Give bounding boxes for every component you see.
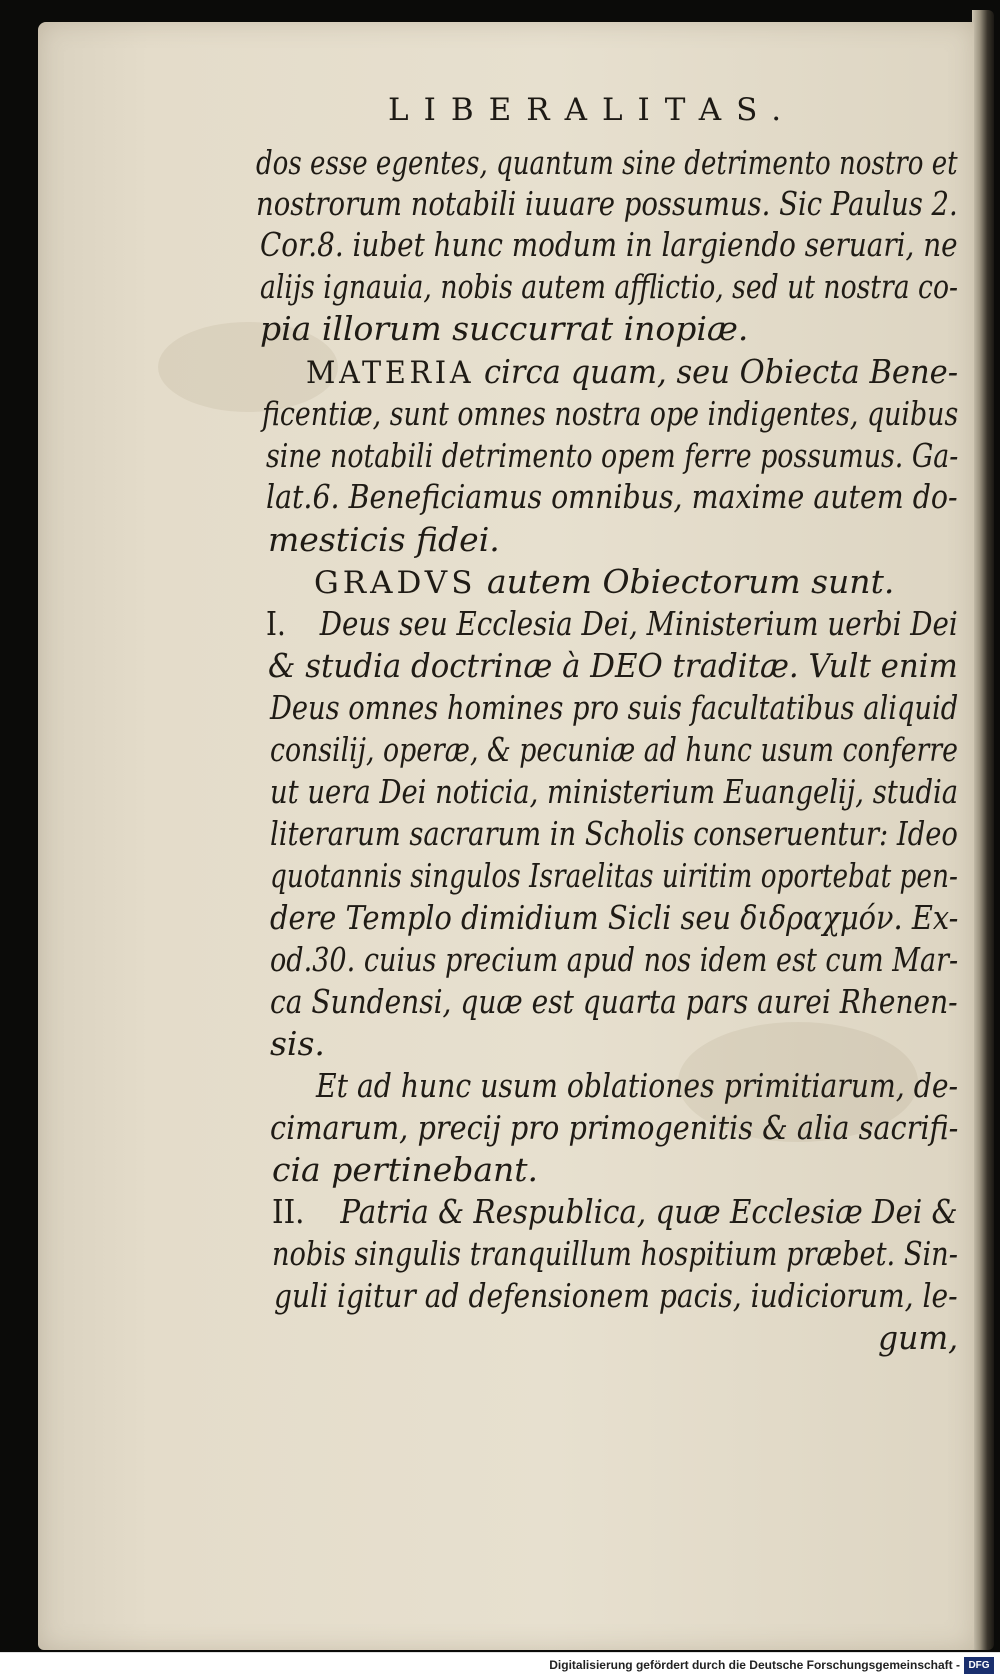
book-edge [972,10,994,1650]
text-line: quotannis singulos Israelitas uiritim oportebat pen- [270,856,958,895]
text-line-gradus [314,562,894,603]
text-line: lat.6. Beneficiamus omnibus, maxime autem do- [266,477,958,516]
text-line: dos esse egentes, quantum sine detrimento nostro et [256,143,958,182]
text-line: cimarum, precij pro primogenitis & alia sacrifi- [270,1108,959,1147]
text-line: sis. [270,1024,325,1063]
text-line: & studia doctrinæ à DEO traditæ. Vult enim [268,646,958,685]
text-line: sine notabili detrimento opem ferre possumus. Ga- [266,436,959,475]
text-line: Patria & Respublica, quæ Ecclesiæ Dei & [340,1192,958,1231]
text-line: Deus omnes homines pro suis facultatibus aliquid [270,688,959,727]
text-line: Cor.8. iubet hunc modum in largiendo seruari, ne [260,225,958,264]
text-line: mesticis fidei. [268,520,500,559]
text-line: guli igitur ad defensionem pacis, iudiciorum, le- [274,1276,958,1315]
digitization-footer [0,1652,1000,1679]
dfg-logo: DFG [964,1657,994,1674]
small-caps-word: MATERIA [306,355,475,391]
text-line: cia pertinebant. [272,1150,539,1189]
text-line: od.30. cuius precium apud nos idem est cum Mar- [270,940,959,979]
section-numeral: II. [272,1192,305,1231]
text-line: ficentiæ, sunt omnes nostra ope indigentes, quibus [262,394,959,433]
running-header: LIBERALITAS. [388,92,797,128]
text-line: nobis singulis tranquillum hospitium præbet. Sin- [272,1234,958,1273]
text-line: pia illorum succurrat inopiæ. [260,309,749,348]
text-line: ca Sundensi, quæ est quarta pars aurei Rhenen- [270,982,958,1021]
text-line: Et ad hunc usum oblationes primitiarum, de- [316,1066,959,1105]
section-numeral: I. [266,604,286,643]
text-line: consilij, operæ, & pecuniæ ad hunc usum conferre [270,730,958,769]
text-line: literarum sacrarum in Scholis conseruentur: Ideo [270,814,958,853]
text-line: autem Obiectorum sunt. [486,562,895,601]
text-line-numbered-1 [266,604,958,644]
text-line: Deus seu Ecclesia Dei, Ministerium uerbi Dei [319,604,958,643]
text-line: dere Templo dimidium Sicli seu διδραχμόν. Ex- [270,898,959,937]
small-caps-word: GRADVS [314,565,477,601]
text-line: ut uera Dei noticia, ministerium Euangelij, studia [270,772,959,811]
catchword: gum, [878,1318,959,1357]
text-line-numbered-2 [272,1192,958,1232]
text-line: alijs ignauia, nobis autem afflictio, sed ut nostra co- [260,267,958,306]
text-line-materia [306,352,958,393]
text-line: circa quam, seu Obiecta Bene- [484,352,959,391]
text-line: nostrorum notabili iuuare possumus. Sic Paulus 2. [256,184,958,223]
funding-notice: Digitalisierung gefördert durch die Deutsche Forschungsgemeinschaft - [549,1658,960,1672]
